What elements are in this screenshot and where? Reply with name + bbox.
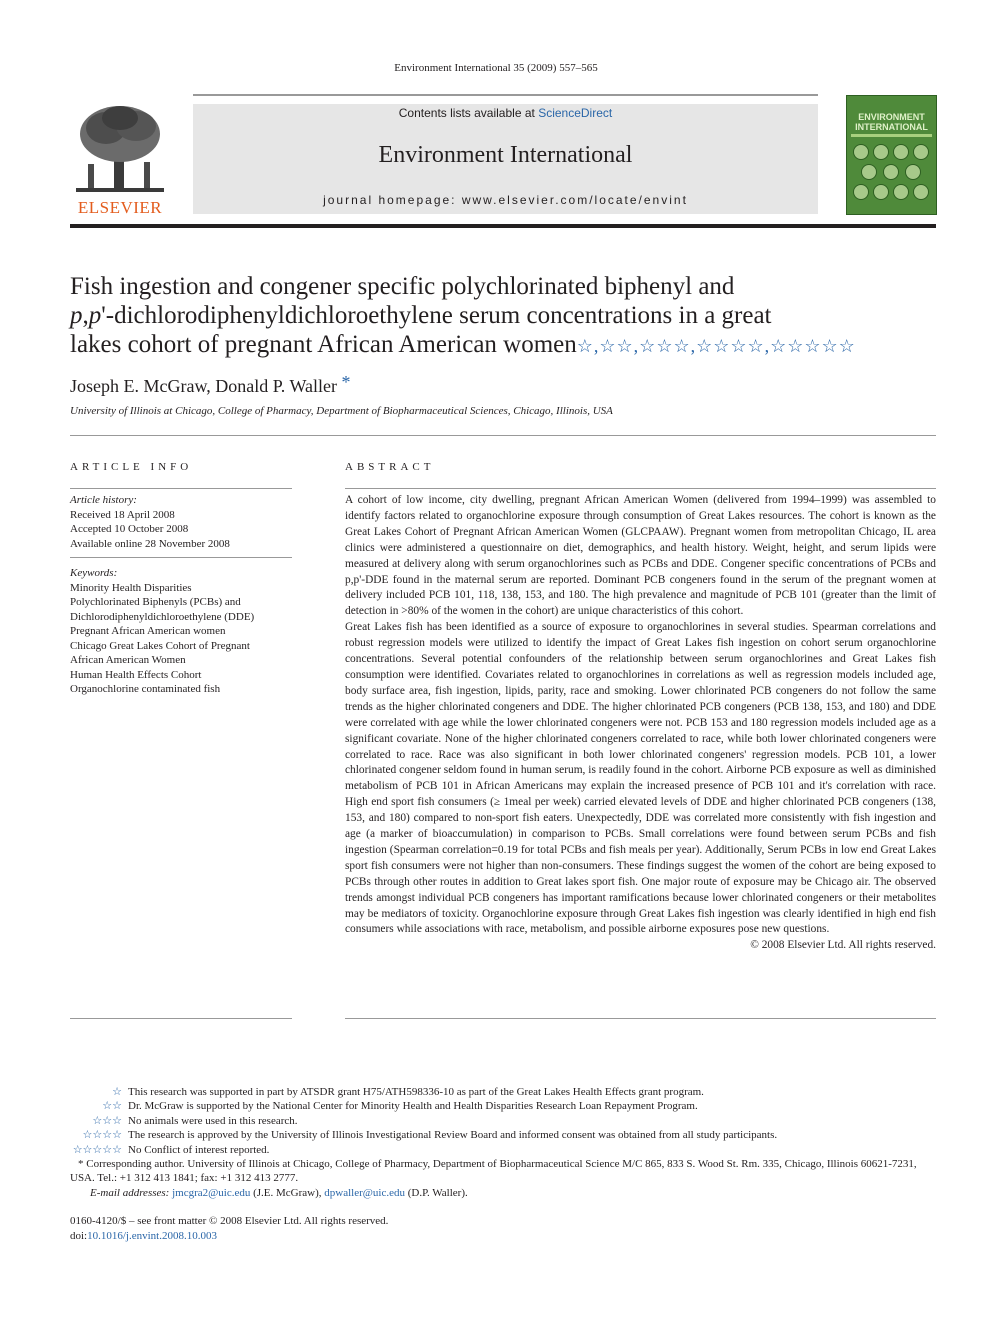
title-footnote-marks[interactable]: ☆,☆☆,☆☆☆,☆☆☆☆,☆☆☆☆☆ bbox=[576, 336, 856, 356]
email-link[interactable]: jmcgra2@uic.edu bbox=[172, 1186, 251, 1199]
email-addresses: E-mail addresses: jmcgra2@uic.edu (J.E. McGraw), dpwaller@uic.edu (D.P. Waller). bbox=[90, 1186, 468, 1199]
divider bbox=[70, 1018, 292, 1019]
affiliation: University of Illinois at Chicago, College of Pharmacy, Department of Biopharmaceutical Sciences, Chicago, Illinois, USA bbox=[70, 405, 613, 417]
footnote: ☆☆☆ No animals were used in this research. bbox=[92, 1114, 298, 1127]
cover-image bbox=[853, 184, 869, 200]
keyword: African American Women bbox=[70, 654, 186, 666]
footnotes bbox=[70, 1085, 936, 1200]
elsevier-logo[interactable] bbox=[70, 104, 170, 217]
keyword: Dichlorodiphenyldichloroethylene (DDE) bbox=[70, 610, 255, 623]
cover-image bbox=[913, 184, 929, 200]
keyword: Pregnant African American women bbox=[70, 625, 226, 637]
abstract-body bbox=[345, 493, 936, 954]
cover-image bbox=[883, 164, 899, 180]
keyword: Minority Health Disparities bbox=[70, 581, 192, 594]
divider bbox=[345, 488, 936, 489]
divider bbox=[345, 1018, 936, 1019]
journal-homepage[interactable]: journal homepage: www.elsevier.com/locate/envint bbox=[323, 193, 688, 207]
article-history: Article history: Received 18 April 2008 Accepted 10 October 2008 Available online 28 November 2008 bbox=[70, 494, 230, 550]
corresponding-author-note: * Corresponding author. University of Illinois at Chicago, College of Pharmacy, Department of Biopharmaceutical Science M/C 865, 833 S. Wood St. Rm. 335, Chicago, Illinois 60621-7231, USA. Tel.: +1 312 413 1841; fax: +1 312 413 2777. bbox=[70, 1158, 917, 1185]
elsevier-wordmark: ELSEVIER bbox=[77, 198, 163, 217]
doi-line: doi:10.1016/j.envint.2008.10.003 bbox=[70, 1229, 217, 1242]
contents-line bbox=[193, 106, 818, 120]
issn-doi bbox=[70, 1214, 388, 1243]
author-names: Joseph E. McGraw, Donald P. Waller bbox=[70, 376, 338, 396]
keywords: Keywords: Minority Health Disparities Polychlorinated Biphenyls (PCBs) and Dichlorodiphenyldichloroethylene (DDE) Pregnant African American women Chicago Great Lakes Cohort of Pregnant African American Women Human Health Effects Cohort Organochlorine contaminated fish bbox=[70, 566, 292, 697]
cover-image bbox=[853, 144, 869, 160]
abstract-heading: ABSTRACT bbox=[345, 461, 435, 473]
running-header: Environment International 35 (2009) 557–565 bbox=[394, 62, 598, 74]
article-title: Fish ingestion and congener specific polychlorinated biphenyl and p,p'-dichlorodiphenyldichloroethylene serum concentrations in a great lakes cohort of pregnant African American women☆,☆☆,☆☆☆,☆☆☆☆,☆☆☆☆☆ bbox=[70, 273, 856, 358]
divider bbox=[70, 488, 292, 489]
title-line2: '-dichlorodiphenyldichloroethylene serum concentrations in a great bbox=[101, 302, 772, 329]
footnote: ☆☆☆☆☆ No Conflict of interest reported. bbox=[72, 1143, 270, 1156]
cover-image bbox=[873, 184, 889, 200]
keyword: Polychlorinated Biphenyls (PCBs) and bbox=[70, 596, 241, 608]
doi-link[interactable]: 10.1016/j.envint.2008.10.003 bbox=[87, 1229, 217, 1242]
article-info-heading: ARTICLE INFO bbox=[70, 461, 193, 473]
issn-line: 0160-4120/$ – see front matter © 2008 Elsevier Ltd. All rights reserved. bbox=[70, 1215, 389, 1227]
cover-image bbox=[873, 144, 889, 160]
footnote: ☆☆☆☆ The research is approved by the University of Illinois Investigational Review Board and informed consent was obtained from all study participants. bbox=[82, 1129, 778, 1142]
corresponding-author-mark[interactable]: * bbox=[341, 372, 351, 392]
cover-image bbox=[861, 164, 877, 180]
elsevier-tree-icon bbox=[70, 104, 170, 196]
cover-title: ENVIRONMENT INTERNATIONAL bbox=[855, 112, 928, 132]
abstract-paragraph: A cohort of low income, city dwelling, pregnant African American Women (delivered from 1994–1999) was assembled to identify factors related to organochlorine exposure through consumption of Great Lakes resources. The cohort is known as the Great Lakes Cohort of Pregnant African American Women (GLCPAAW). Pregnant women from metropolitan Chicago, IL area clinics were administered a questionnaire on diet, demographics, and health history. Weight, height, and serum lipids were measured at delivery along with serum organochlorines such as PCBs and DDE. Congener specific concentrations of PCBs and p,p'-DDE found in the maternal serum are reported. Dominant PCB congeners found in the serum of the pregnant women at delivery included PCB 101, 118, 138, 153, and 180. The high prevalence and magnitude of PCB 101 (greater than the limit of detection in >80% of the women in the cohort) are unique characteristics of this cohort. bbox=[345, 494, 936, 618]
journal-name: Environment International bbox=[378, 142, 633, 168]
cover-image bbox=[893, 184, 909, 200]
divider bbox=[70, 557, 292, 558]
email-link[interactable]: dpwaller@uic.edu bbox=[324, 1186, 405, 1199]
authors bbox=[70, 372, 351, 397]
cover-image bbox=[913, 144, 929, 160]
sciencedirect-link[interactable]: ScienceDirect bbox=[538, 106, 613, 120]
cover-subtitle-bar bbox=[851, 134, 932, 137]
keyword: Organochlorine contaminated fish bbox=[70, 683, 221, 695]
banner-rule bbox=[193, 94, 818, 96]
copyright: © 2008 Elsevier Ltd. All rights reserved. bbox=[750, 939, 936, 952]
abstract-paragraph: Great Lakes fish has been identified as a source of exposure to organochlorines in several studies. Spearman correlations and robust regression models were utilized to identify the impact of Great Lakes fish ingestion on cohort serum organochlorine concentrations. Several potential confounders of the relationship between serum organochlorines and Great Lakes fish consumption were identified. Covariates related to organochlorines in correlations as well as regression models included age, body surface area, fish ingestion, lipids, parity, race and smoking. Lower chlorinated PCB congeners do not follow the same trends as the higher chlorinated congeners and DDE. The higher chlorinated PCB congeners (PCB 138, 153, and 180) and DDE were correlated with age while the lower chlorinated congeners were not. PCB 153 and 180 regression models included age as a significant covariate. None of the higher chlorinated congeners correlated to race, while both lower chlorinated congeners were correlated to race. Race was also significant in both lower chlorinated congeners' regression models. PCB 101, a lower chlorinated congener seldom found in human serum, is readily found in the cohort. Airborne PCB exposure as well as diminished metabolism of PCB 101 in African Americans may explain the increased presence of PCB 101 and it's correlation with race. High end sport fish consumers (≥ 1meal per week) carried elevated levels of DDE and higher chlorinated PCB congeners (138, 153, and 180) compared to non-sport fish eaters. Unexpectedly, DDE was correlated more consistently with fish ingestion and age (a marker of bioaccumulation) in comparison to PCBs. Small correlations were found between serum PCBs and fish ingestion (Spearman correlation=0.19 for total PCBs and fish meals per year). Additionally, Serum PCBs in low end Great Lakes sport fish consumers were not higher than non-consumers. These findings suggest the women of the cohort are being exposed to PCBs through other routes in addition to Great lakes sport fish. One major route of exposure may be Chicago air. The observed trends amongst individual PCB congeners has important ramifications because lower chlorinated congeners or their metabolites may be mediators of toxicity. Organochlorine exposure through Great Lakes fish ingestion was clearly identified in high end fish consumers while associations with race, metabolism, and possible airborne exposures pose new questions. bbox=[345, 621, 936, 936]
keyword: Human Health Effects Cohort bbox=[70, 668, 202, 681]
header-rule bbox=[70, 224, 936, 228]
cover-image bbox=[905, 164, 921, 180]
cover-image bbox=[893, 144, 909, 160]
journal-cover[interactable] bbox=[846, 95, 937, 215]
divider bbox=[70, 435, 936, 436]
keyword: Chicago Great Lakes Cohort of Pregnant bbox=[70, 639, 250, 652]
footnote: ☆☆ Dr. McGraw is supported by the National Center for Minority Health and Health Disparities Research Loan Repayment Program. bbox=[102, 1100, 698, 1113]
contents-prefix: Contents lists available at bbox=[398, 106, 535, 120]
footnote: ☆ This research was supported in part by ATSDR grant H75/ATH598336-10 as part of the Great Lakes Health Effects grant program. bbox=[112, 1086, 704, 1098]
